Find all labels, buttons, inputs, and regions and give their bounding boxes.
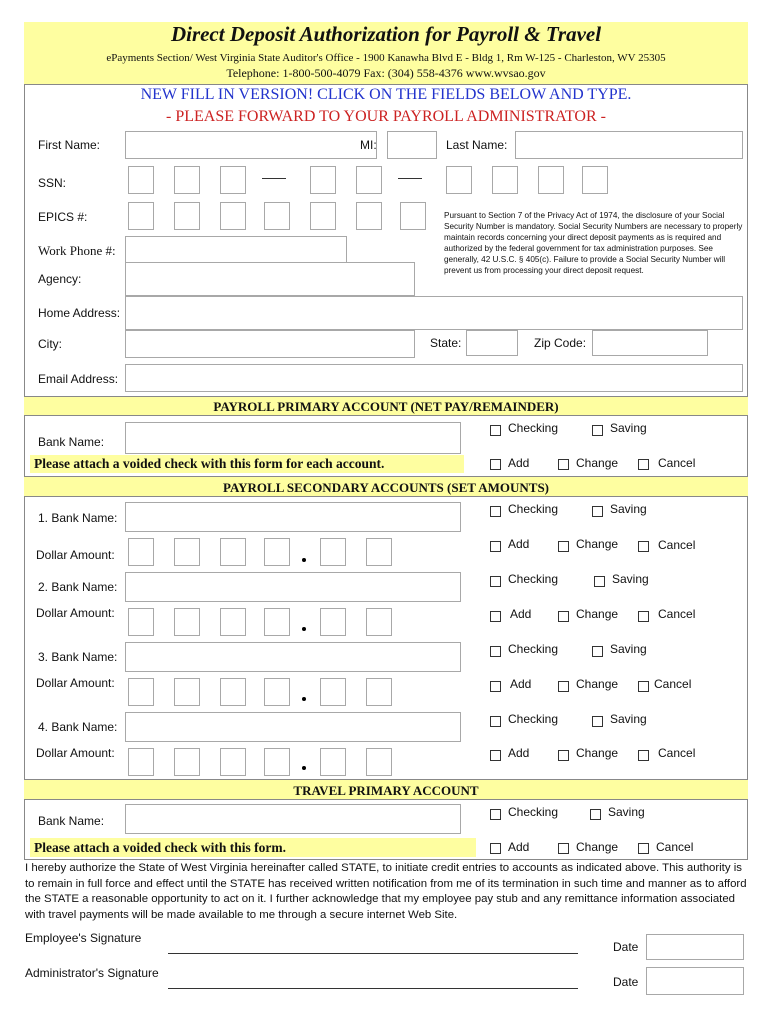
last-name-field[interactable] (515, 131, 743, 159)
first-name-label: First Name: (38, 138, 101, 152)
secondary-bank-2-field[interactable] (125, 572, 461, 602)
forward-notice: - PLEASE FORWARD TO YOUR PAYROLL ADMINISTRATOR - (166, 108, 606, 125)
city-field[interactable] (125, 330, 415, 358)
amount-3-cents-2[interactable] (366, 678, 392, 706)
travel-change-checkbox[interactable] (558, 843, 569, 854)
secondary-bank-1-field[interactable] (125, 502, 461, 532)
office-contact: Telephone: 1-800-500-4079 Fax: (304) 558-4376 www.wvsao.gov (226, 66, 546, 80)
email-field[interactable] (125, 364, 743, 392)
decimal-point (302, 558, 306, 562)
travel-add-checkbox[interactable] (490, 843, 501, 854)
amount-1-digit-1[interactable] (128, 538, 154, 566)
secondary-2-change-checkbox[interactable] (558, 611, 569, 622)
primary-saving-checkbox[interactable] (592, 425, 603, 436)
amount-4-digit-3[interactable] (220, 748, 246, 776)
secondary-2-checking-checkbox[interactable] (490, 576, 501, 587)
secondary-2-add-checkbox[interactable] (490, 611, 501, 622)
zip-label: Zip Code: (534, 336, 587, 350)
ssn-digit-8[interactable] (538, 166, 564, 194)
add-label: Add (510, 677, 532, 691)
amount-2-digit-4[interactable] (264, 608, 290, 636)
change-label: Change (576, 677, 619, 691)
secondary-3-add-checkbox[interactable] (490, 681, 501, 692)
ssn-digit-9[interactable] (582, 166, 608, 194)
travel-bank-name-label: Bank Name: (38, 814, 105, 828)
amount-3-digit-4[interactable] (264, 678, 290, 706)
primary-attach-note: Please attach a voided check with this form for each account. (30, 455, 464, 473)
travel-heading: TRAVEL PRIMARY ACCOUNT (24, 779, 748, 800)
ssn-digit-7[interactable] (492, 166, 518, 194)
saving-label: Saving (608, 805, 645, 819)
add-label: Add (510, 607, 532, 621)
cancel-label: Cancel (654, 677, 692, 691)
amount-1-digit-2[interactable] (174, 538, 200, 566)
checking-label: Checking (508, 502, 559, 516)
amount-1-cents-1[interactable] (320, 538, 346, 566)
secondary-3-checking-checkbox[interactable] (490, 646, 501, 657)
secondary-1-saving-checkbox[interactable] (592, 506, 603, 517)
primary-cancel-checkbox[interactable] (638, 459, 649, 470)
secondary-bank-4-field[interactable] (125, 712, 461, 742)
amount-3-digit-3[interactable] (220, 678, 246, 706)
ssn-separator (262, 178, 286, 179)
work-phone-field[interactable] (125, 236, 347, 264)
secondary-bank-3-field[interactable] (125, 642, 461, 672)
secondary-3-cancel-checkbox[interactable] (638, 681, 649, 692)
privacy-act-notice: Pursuant to Section 7 of the Privacy Act of 1974, the disclosure of your Social Security Number is mandatory. Social Security Numbers are necessary to properly maintain records concerning your direct deposit payments as is required and authorized by the federal government for tax administration purposes. See generally, 42 U.S.C. § 405(c). Failure to provide a Social Security Number will prevent us from processing your direct deposit request. (444, 211, 743, 275)
dollar-amount-4-label: Dollar Amount: (36, 746, 115, 760)
ssn-digit-1[interactable] (128, 166, 154, 194)
employee-date-field[interactable] (646, 934, 744, 960)
primary-bank-name-label: Bank Name: (38, 435, 105, 449)
ssn-digit-5[interactable] (356, 166, 382, 194)
primary-bank-name-field[interactable] (125, 422, 461, 454)
secondary-4-checking-checkbox[interactable] (490, 716, 501, 727)
change-label: Change (576, 456, 619, 470)
administrator-signature-label: Administrator's Signature (25, 966, 159, 980)
secondary-3-change-checkbox[interactable] (558, 681, 569, 692)
secondary-1-add-checkbox[interactable] (490, 541, 501, 552)
secondary-4-add-checkbox[interactable] (490, 750, 501, 761)
travel-bank-name-field[interactable] (125, 804, 461, 834)
primary-change-checkbox[interactable] (558, 459, 569, 470)
secondary-bank-4-label: 4. Bank Name: (38, 720, 118, 734)
add-label: Add (508, 456, 530, 470)
secondary-bank-3-label: 3. Bank Name: (38, 650, 118, 664)
amount-4-cents-1[interactable] (320, 748, 346, 776)
cancel-label: Cancel (658, 538, 696, 552)
employee-date-label: Date (613, 940, 639, 954)
secondary-4-change-checkbox[interactable] (558, 750, 569, 761)
checking-label: Checking (508, 712, 559, 726)
amount-1-cents-2[interactable] (366, 538, 392, 566)
amount-2-digit-2[interactable] (174, 608, 200, 636)
saving-label: Saving (610, 502, 647, 516)
ssn-label: SSN: (38, 176, 67, 190)
travel-saving-checkbox[interactable] (590, 809, 601, 820)
epics-digit-2[interactable] (174, 202, 200, 230)
dollar-amount-2-label: Dollar Amount: (36, 606, 115, 620)
epics-digit-5[interactable] (310, 202, 336, 230)
amount-1-digit-4[interactable] (264, 538, 290, 566)
amount-4-digit-2[interactable] (174, 748, 200, 776)
secondary-1-change-checkbox[interactable] (558, 541, 569, 552)
agency-label: Agency: (38, 272, 82, 286)
add-label: Add (508, 840, 530, 854)
primary-add-checkbox[interactable] (490, 459, 501, 470)
amount-2-digit-3[interactable] (220, 608, 246, 636)
secondary-3-saving-checkbox[interactable] (592, 646, 603, 657)
mi-label: MI: (360, 138, 377, 152)
checking-label: Checking (508, 572, 559, 586)
administrator-date-field[interactable] (646, 967, 744, 995)
office-address: ePayments Section/ West Virginia State Auditor's Office - 1900 Kanawha Blvd E - Bldg 1, Rm W-125 - Charleston, WV 25305 (106, 52, 666, 64)
change-label: Change (576, 746, 619, 760)
saving-label: Saving (612, 572, 649, 586)
city-label: City: (38, 337, 62, 351)
administrator-date-label: Date (613, 975, 639, 989)
secondary-2-cancel-checkbox[interactable] (638, 611, 649, 622)
epics-label: EPICS #: (38, 210, 88, 224)
secondary-2-saving-checkbox[interactable] (594, 576, 605, 587)
secondary-4-saving-checkbox[interactable] (592, 716, 603, 727)
email-label: Email Address: (38, 372, 119, 386)
change-label: Change (576, 607, 619, 621)
dollar-amount-3-label: Dollar Amount: (36, 676, 115, 690)
cancel-label: Cancel (658, 607, 696, 621)
state-field[interactable] (466, 330, 518, 356)
state-label: State: (430, 336, 462, 350)
epics-digit-6[interactable] (356, 202, 382, 230)
secondary-bank-1-label: 1. Bank Name: (38, 511, 118, 525)
secondary-1-checking-checkbox[interactable] (490, 506, 501, 517)
first-name-field[interactable] (125, 131, 377, 159)
epics-digit-3[interactable] (220, 202, 246, 230)
travel-cancel-checkbox[interactable] (638, 843, 649, 854)
amount-4-digit-4[interactable] (264, 748, 290, 776)
cancel-label: Cancel (656, 840, 694, 854)
ssn-separator (398, 178, 422, 179)
change-label: Change (576, 537, 619, 551)
authorization-statement: I hereby authorize the State of West Virginia hereinafter called STATE, to initiate credit entries to accounts as indicated above. This authority is to remain in full force and effect until the STATE has received written notification from me of its termination in such time and manner as to afford the STATE a reasonable opportunity to act on it. I further acknowledge that my employee pay stub and any remittance information associated with travel payments will be made available to me through a secure internet Web Site. (25, 862, 747, 921)
cancel-label: Cancel (658, 746, 696, 760)
amount-2-digit-1[interactable] (128, 608, 154, 636)
form-title: Direct Deposit Authorization for Payroll & Travel (170, 22, 602, 46)
decimal-point (302, 627, 306, 631)
epics-digit-1[interactable] (128, 202, 154, 230)
add-label: Add (508, 537, 530, 551)
checking-label: Checking (508, 421, 559, 435)
add-label: Add (508, 746, 530, 760)
epics-digit-4[interactable] (264, 202, 290, 230)
decimal-point (302, 766, 306, 770)
primary-checking-checkbox[interactable] (490, 425, 501, 436)
secondary-bank-2-label: 2. Bank Name: (38, 580, 118, 594)
agency-field[interactable] (125, 262, 415, 296)
amount-4-digit-1[interactable] (128, 748, 154, 776)
ssn-digit-4[interactable] (310, 166, 336, 194)
secondary-1-cancel-checkbox[interactable] (638, 541, 649, 552)
employee-signature-line[interactable] (168, 953, 578, 954)
payroll-primary-heading: PAYROLL PRIMARY ACCOUNT (NET PAY/REMAINDER) (24, 396, 748, 416)
checking-label: Checking (508, 642, 559, 656)
employee-signature-label: Employee's Signature (25, 931, 142, 945)
secondary-4-cancel-checkbox[interactable] (638, 750, 649, 761)
amount-3-cents-1[interactable] (320, 678, 346, 706)
administrator-signature-line[interactable] (168, 988, 578, 989)
decimal-point (302, 697, 306, 701)
travel-checking-checkbox[interactable] (490, 809, 501, 820)
payroll-secondary-heading: PAYROLL SECONDARY ACCOUNTS (SET AMOUNTS) (24, 476, 748, 497)
epics-digit-7[interactable] (400, 202, 426, 230)
mi-field[interactable] (387, 131, 437, 159)
home-address-field[interactable] (125, 296, 743, 330)
travel-attach-note: Please attach a voided check with this form. (30, 838, 476, 857)
amount-4-cents-2[interactable] (366, 748, 392, 776)
last-name-label: Last Name: (446, 138, 508, 152)
work-phone-label: Work Phone #: (38, 243, 116, 258)
saving-label: Saving (610, 421, 647, 435)
saving-label: Saving (610, 642, 647, 656)
amount-1-digit-3[interactable] (220, 538, 246, 566)
ssn-digit-2[interactable] (174, 166, 200, 194)
ssn-digit-3[interactable] (220, 166, 246, 194)
checking-label: Checking (508, 805, 559, 819)
zip-field[interactable] (592, 330, 708, 356)
fill-in-notice: NEW FILL IN VERSION! CLICK ON THE FIELDS BELOW AND TYPE. (140, 86, 632, 103)
amount-3-digit-1[interactable] (128, 678, 154, 706)
dollar-amount-1-label: Dollar Amount: (36, 548, 115, 562)
home-address-label: Home Address: (38, 306, 121, 320)
cancel-label: Cancel (658, 456, 696, 470)
change-label: Change (576, 840, 619, 854)
saving-label: Saving (610, 712, 647, 726)
amount-3-digit-2[interactable] (174, 678, 200, 706)
amount-2-cents-2[interactable] (366, 608, 392, 636)
amount-2-cents-1[interactable] (320, 608, 346, 636)
ssn-digit-6[interactable] (446, 166, 472, 194)
